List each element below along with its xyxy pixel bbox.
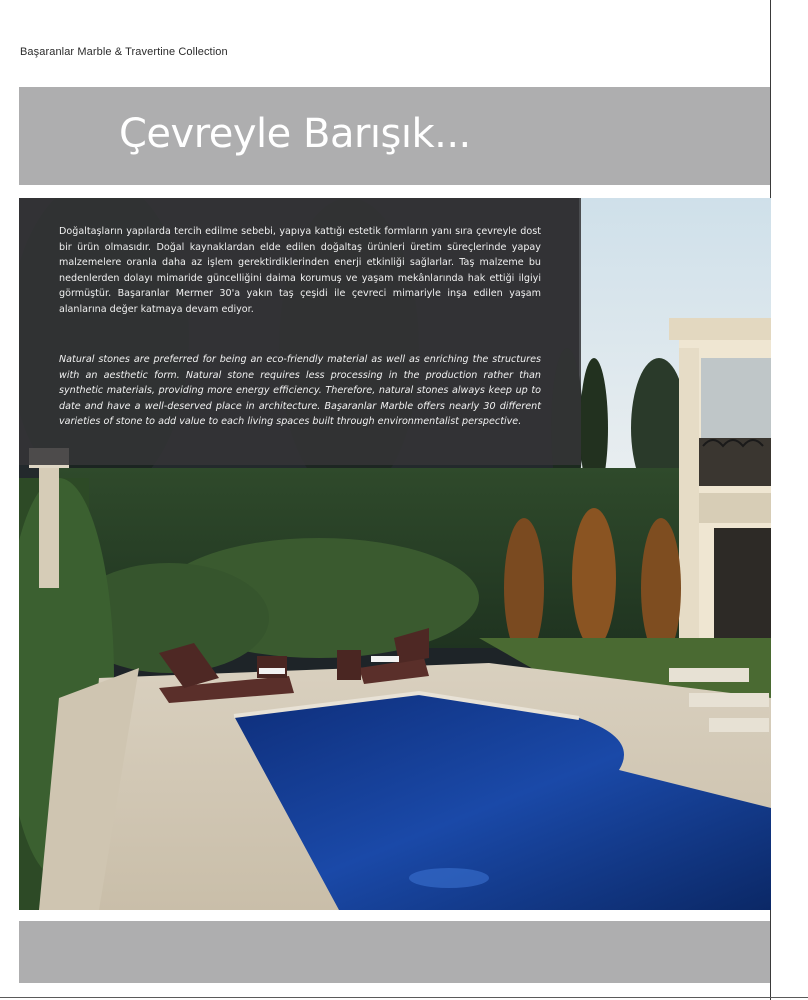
intro-text-panel — [19, 198, 581, 465]
footer-band — [19, 921, 770, 983]
title-band — [19, 87, 770, 185]
intro-paragraph-english: Natural stones are preferred for being an eco-friendly material as well as enriching the structures with an aesthetic form. Natural stone requires less processing in the production rather than synthetic materials, providing more energy efficiency. Therefore, natural stones always keep up to date and have a well-deserved place in architecture. Başaranlar Marble offers nearly 30 different varieties of stone to add value to each living spaces built through environmentalist perspective. — [59, 354, 541, 427]
intro-paragraph-turkish: Doğaltaşların yapılarda tercih edilme sebebi, yapıya kattığı estetik formların yanı sıra çevreyle dost bir ürün olmasıdır. Doğal kaynaklardan elde edilen doğaltaş ürünleri üretim süreçlerinde yapay malzemelere oranla daha az işlem gerektirdiklerinden enerji etkinliği sağlarlar. Taş malzeme bu nedenlerden dolayı mimaride güncelliğini daima korumuş ve yaşam mekânlarında hak ettiği ilgiyi görmüştür. Başaranlar Mermer 30'a yakın taş çeşidi ile çevreci mimariyle inşa edilen yaşam alanlarına değer katmaya devam ediyor. — [59, 226, 541, 315]
page-title: Çevreyle Barışık... — [119, 111, 471, 157]
page-edge-bottom — [0, 997, 808, 998]
brand-header: Başaranlar Marble & Travertine Collection — [20, 46, 228, 58]
